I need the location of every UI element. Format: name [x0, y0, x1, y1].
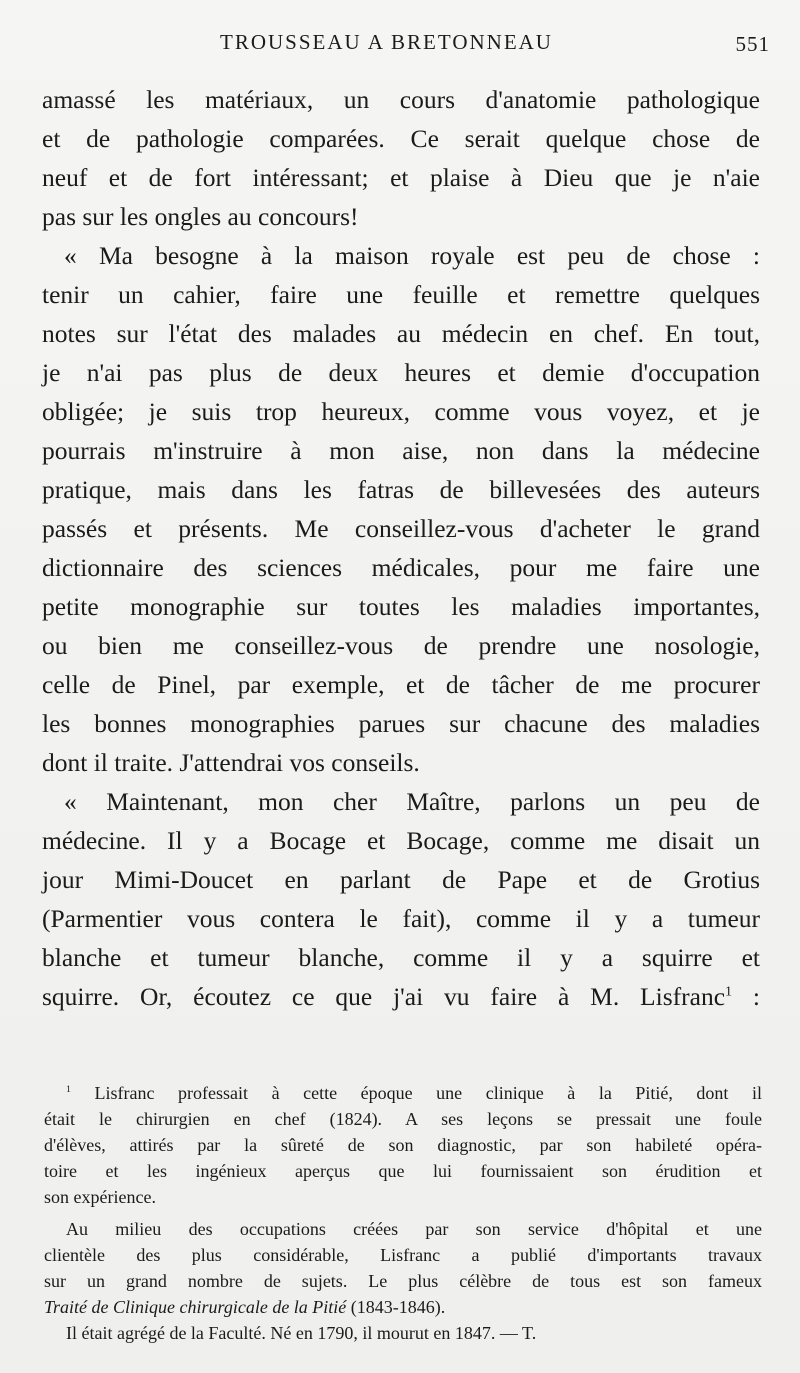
text-line: pas sur les ongles au concours!: [42, 202, 359, 231]
text-line: et de pathologie comparées. Ce serait quelque chose de: [42, 124, 760, 153]
text-line-with-footnote: squirre. Or, écoutez ce que j'ai vu faire à M. Lisfranc$^1$ :: [42, 982, 760, 1011]
running-title: TROUSSEAU A BRETONNEAU: [220, 30, 553, 54]
text-line: tenir un cahier, faire une feuille et remettre quelques: [42, 280, 760, 309]
footnote-text: Lisfranc professait à cette époque une clinique à la Pitié, dont il: [94, 1083, 762, 1103]
text-line: petite monographie sur toutes les maladies importantes,: [42, 592, 760, 621]
text-line: (Parmentier vous contera le fait), comme il y a tumeur: [42, 904, 760, 933]
footnotes: [44, 1080, 762, 1346]
text-line: notes sur l'état des malades au médecin en chef. En tout,: [42, 319, 760, 348]
footnote-dates: (1843-1846).: [350, 1297, 446, 1317]
text-line: dictionnaire des sciences médicales, pour me faire une: [42, 553, 760, 582]
text-line: passés et présents. Me conseillez-vous d'acheter le grand: [42, 514, 760, 543]
footnote-line: [44, 1294, 762, 1320]
footnote-line: Au milieu des occupations créées par son service d'hôpital et une: [66, 1219, 762, 1239]
text-line: « Ma besogne à la maison royale est peu de chose :: [64, 241, 760, 270]
text-line: pourrais m'instruire à mon aise, non dans la médecine: [42, 436, 760, 465]
text-line: ou bien me conseillez-vous de prendre une nosologie,: [42, 631, 760, 660]
text-line: obligée; je suis trop heureux, comme vous voyez, et je: [42, 397, 760, 426]
footnote-line: Il était agrégé de la Faculté. Né en 1790, il mourut en 1847. — T.: [66, 1323, 537, 1343]
book-title-italic: Traité de Clinique chirurgicale de la Pitié: [44, 1297, 347, 1317]
text-line: pratique, mais dans les fatras de billevesées des auteurs: [42, 475, 760, 504]
text-line: « Maintenant, mon cher Maître, parlons un peu de: [64, 787, 760, 816]
footnote-line: était le chirurgien en chef (1824). A ses leçons se pressait une foule: [44, 1109, 762, 1129]
text-line: neuf et de fort intéressant; et plaise à Dieu que je n'aie: [42, 163, 760, 192]
text-line: blanche et tumeur blanche, comme il y a squirre et: [42, 943, 760, 972]
text-line: je n'ai pas plus de deux heures et demie d'occupation: [42, 358, 760, 387]
footnote-line: [44, 1080, 762, 1106]
text-line: dont il traite. J'attendrai vos conseils.: [42, 748, 420, 777]
text-line: les bonnes monographies parues sur chacune des maladies: [42, 709, 760, 738]
page-header: [40, 30, 770, 66]
page-number: 551: [735, 32, 770, 56]
footnote-marker: 1: [66, 1084, 71, 1095]
main-text: [42, 80, 760, 1016]
footnote-reference[interactable]: 1: [725, 984, 733, 1000]
text-line: médecine. Il y a Bocage et Bocage, comme me disait un: [42, 826, 760, 855]
footnote-line: toire et les ingénieux aperçus que lui fournissaient son érudition et: [44, 1161, 762, 1181]
footnote-line: clientèle des plus considérable, Lisfranc a publié d'importants travaux: [44, 1245, 762, 1265]
text-line: amassé les matériaux, un cours d'anatomie pathologique: [42, 85, 760, 114]
footnote-line: son expérience.: [44, 1187, 156, 1207]
footnote-line: sur un grand nombre de sujets. Le plus célèbre de tous est son fameux: [44, 1271, 762, 1291]
footnote-line: d'élèves, attirés par la sûreté de son diagnostic, par son habileté opéra-: [44, 1135, 762, 1155]
text-line: celle de Pinel, par exemple, et de tâcher de me procurer: [42, 670, 760, 699]
text-line: jour Mimi-Doucet en parlant de Pape et de Grotius: [42, 865, 760, 894]
text-line-content: squirre. Or, écoutez ce que j'ai vu faire à M. Lisfranc: [42, 982, 726, 1011]
